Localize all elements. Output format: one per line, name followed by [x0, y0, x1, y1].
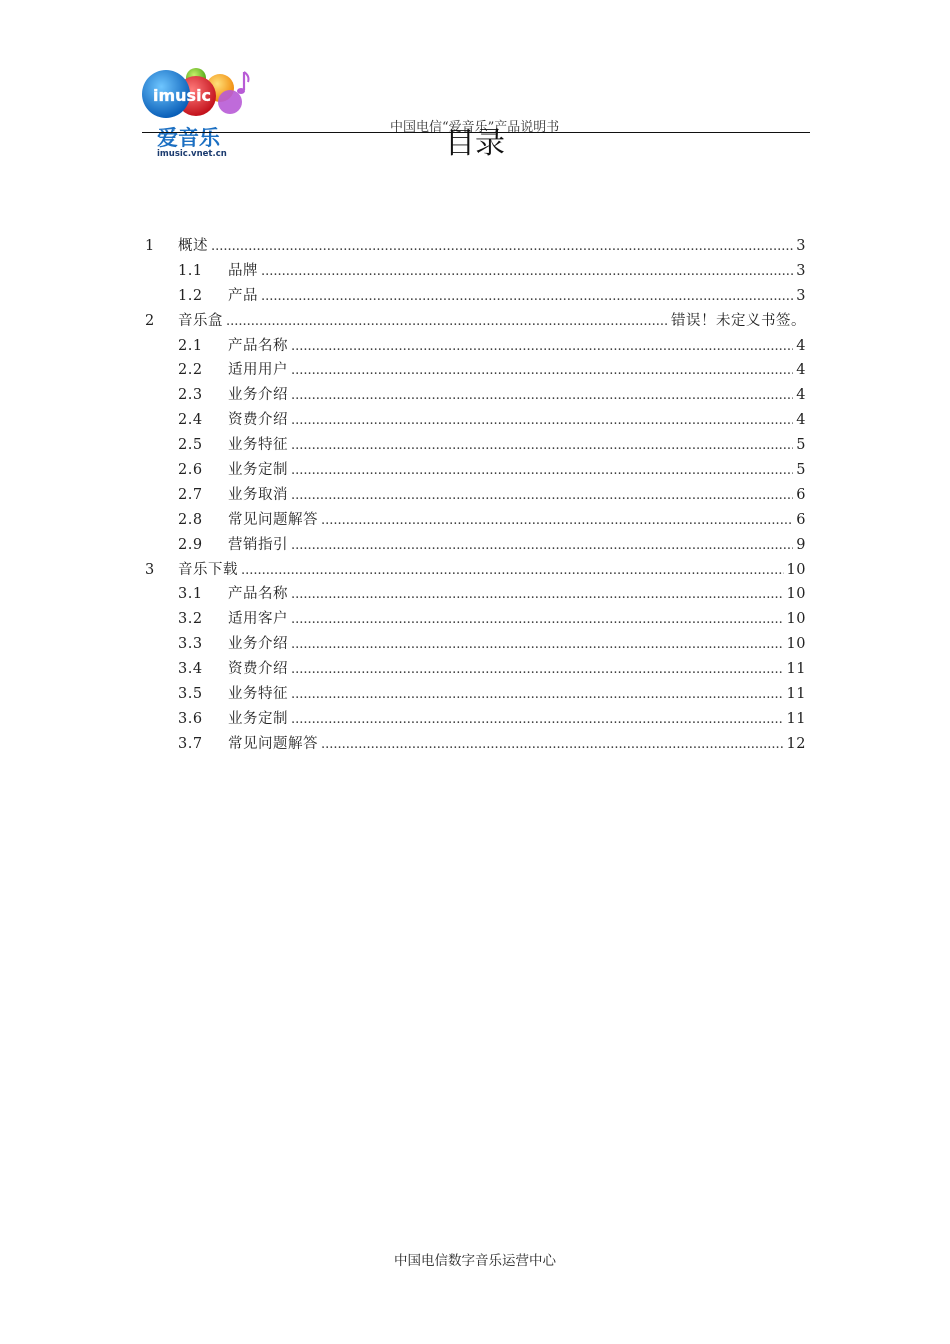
toc-entry-number: 2	[145, 312, 155, 329]
toc-entry-number: 2.1	[178, 337, 203, 354]
toc-entry-label: 产品名称	[228, 586, 288, 603]
toc-entry-label: 业务取消	[228, 486, 288, 503]
header-title: 中国电信“爱音乐”产品说明书	[390, 120, 560, 135]
toc-entry-page: 12	[786, 735, 806, 752]
toc-leader-dots	[291, 388, 793, 403]
toc-entry-page: 11	[786, 686, 806, 703]
logo-cn-text: 爱音乐	[157, 126, 220, 150]
toc-entry-page: 错误！未定义书签。	[671, 312, 806, 329]
toc-entry-label: 资费介绍	[228, 412, 288, 429]
toc-leader-dots	[321, 513, 793, 528]
toc-entry-label: 常见问题解答	[228, 735, 318, 752]
toc-entry[interactable]	[145, 732, 806, 757]
toc-entry-label: 业务特征	[228, 686, 288, 703]
toc-entry-page: 11	[786, 710, 806, 727]
toc-entry[interactable]	[145, 558, 806, 583]
toc-leader-dots	[291, 538, 793, 553]
toc-entry-label: 产品名称	[228, 337, 288, 354]
toc-entry-page: 5	[796, 462, 806, 479]
toc-entry-page: 10	[786, 586, 806, 603]
toc-entry-label: 适用客户	[228, 611, 288, 628]
page-title: 目录	[445, 126, 505, 161]
toc-entry-label: 音乐盒	[178, 312, 223, 329]
toc-entry-label: 概述	[178, 238, 208, 254]
toc-entry-number: 2.3	[178, 387, 203, 404]
toc-leader-dots	[291, 463, 793, 478]
toc-entry-label: 产品	[228, 287, 258, 304]
toc-entry-page: 3	[796, 262, 806, 279]
toc-entry-number: 3	[145, 561, 155, 578]
toc-leader-dots	[291, 438, 793, 453]
toc-entry-number: 3.1	[178, 586, 203, 603]
toc-entry-number: 3.7	[178, 735, 203, 752]
toc-leader-dots	[291, 587, 784, 602]
toc-leader-dots	[291, 413, 793, 428]
toc-entry-page: 9	[796, 536, 806, 553]
toc-entry-number: 1	[145, 238, 155, 254]
toc-entry-label: 业务介绍	[228, 387, 288, 404]
toc-entry-page: 11	[786, 661, 806, 678]
toc-entry-number: 2.2	[178, 362, 203, 379]
toc-entry-label: 业务介绍	[228, 636, 288, 653]
toc-leader-dots	[241, 563, 784, 578]
logo-url-text: imusic.vnet.cn	[157, 149, 227, 159]
toc-entry[interactable]	[145, 508, 806, 533]
toc-entry-page: 10	[786, 636, 806, 653]
toc-leader-dots	[321, 737, 784, 752]
toc-entry-label: 营销指引	[228, 536, 288, 553]
toc-entry-page: 4	[796, 362, 806, 379]
toc-leader-dots	[291, 339, 793, 354]
toc-entry-page: 4	[796, 412, 806, 429]
toc-entry-page: 6	[796, 511, 806, 528]
toc-leader-dots	[291, 488, 793, 503]
toc-entry-page: 10	[786, 561, 806, 578]
toc-entry[interactable]	[145, 284, 806, 309]
footer-text: 中国电信数字音乐运营中心	[394, 1253, 556, 1269]
toc-entry-label: 品牌	[228, 262, 258, 279]
toc-leader-dots	[261, 289, 793, 304]
toc-entry[interactable]	[145, 309, 806, 334]
toc-entry-number: 1.2	[178, 287, 203, 304]
toc-entry[interactable]	[145, 533, 806, 558]
toc-entry-number: 2.6	[178, 462, 203, 479]
toc-leader-dots	[291, 637, 784, 652]
toc-entry-label: 适用用户	[228, 362, 288, 379]
toc-entry-label: 业务定制	[228, 462, 288, 479]
toc-entry-label: 音乐下载	[178, 561, 238, 578]
toc-entry-number: 2.5	[178, 437, 203, 454]
toc-entry-label: 业务特征	[228, 437, 288, 454]
toc-leader-dots	[226, 314, 668, 329]
toc-entry-number: 3.3	[178, 636, 203, 653]
toc-leader-dots	[291, 687, 784, 702]
toc-entry-label: 业务定制	[228, 710, 288, 727]
toc-entry-page: 3	[796, 238, 806, 254]
toc-entry[interactable]	[145, 582, 806, 607]
toc-entry-number: 2.8	[178, 511, 203, 528]
toc-entry[interactable]	[145, 657, 806, 682]
toc-entry-label: 资费介绍	[228, 661, 288, 678]
toc-entry-page: 4	[796, 337, 806, 354]
toc-leader-dots	[291, 363, 793, 378]
toc-entry[interactable]	[145, 483, 806, 508]
toc-entry[interactable]	[145, 632, 806, 657]
toc-entry[interactable]	[145, 458, 806, 483]
toc-entry[interactable]	[145, 383, 806, 408]
toc-entry-number: 1.1	[178, 262, 203, 279]
table-of-contents	[145, 234, 806, 757]
toc-entry[interactable]	[145, 358, 806, 383]
toc-entry-page: 10	[786, 611, 806, 628]
toc-entry-number: 2.7	[178, 486, 203, 503]
toc-entry[interactable]	[145, 707, 806, 732]
toc-entry-number: 3.4	[178, 661, 203, 678]
toc-entry-page: 6	[796, 486, 806, 503]
toc-entry-page: 3	[796, 287, 806, 304]
toc-leader-dots	[291, 662, 784, 677]
toc-entry-number: 3.5	[178, 686, 203, 703]
toc-entry[interactable]	[145, 682, 806, 707]
toc-entry[interactable]	[145, 408, 806, 433]
toc-entry[interactable]	[145, 433, 806, 458]
toc-leader-dots	[211, 239, 793, 254]
toc-leader-dots	[291, 712, 784, 727]
toc-entry[interactable]	[145, 334, 806, 359]
toc-entry-page: 5	[796, 437, 806, 454]
toc-entry-number: 2.4	[178, 412, 203, 429]
toc-entry[interactable]	[145, 234, 806, 259]
toc-leader-dots	[291, 612, 784, 627]
toc-entry[interactable]	[145, 607, 806, 632]
logo-wordmark: imusic	[153, 86, 212, 105]
toc-leader-dots	[261, 264, 793, 279]
toc-entry-number: 3.2	[178, 611, 203, 628]
toc-entry-number: 2.9	[178, 536, 203, 553]
toc-entry[interactable]	[145, 259, 806, 284]
toc-entry-page: 4	[796, 387, 806, 404]
toc-entry-number: 3.6	[178, 710, 203, 727]
toc-entry-label: 常见问题解答	[228, 511, 318, 528]
